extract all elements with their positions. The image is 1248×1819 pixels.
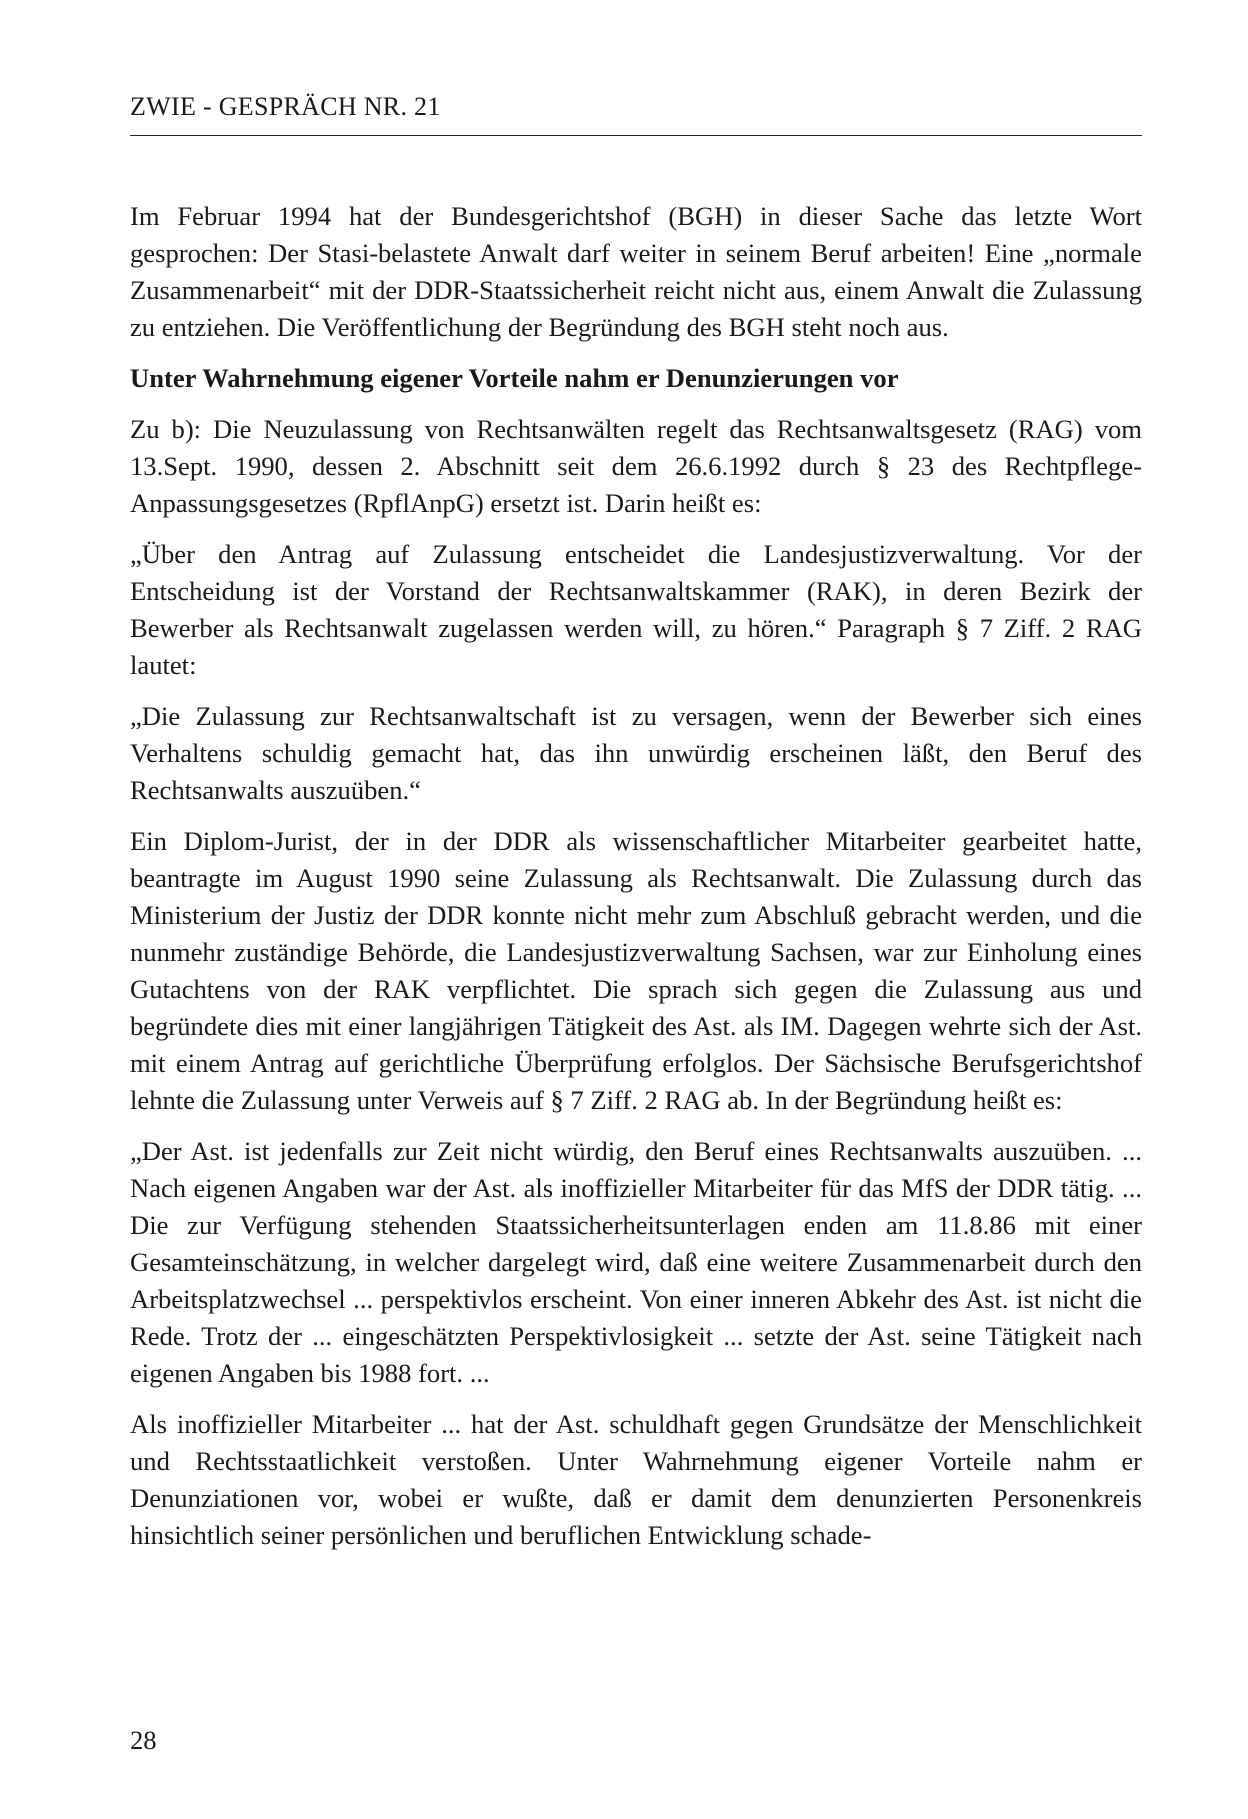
paragraph-case-description: Ein Diplom-Jurist, der in der DDR als wissenschaftlicher Mitarbeiter gearbeitet hatte, beantragte im August 1990 seine Zulassung als Rechtsanwalt. Die Zulassung durch das Ministerium der Justiz der DDR konnte nicht mehr zum Abschluß gebracht werden, und die nunmehr zuständige Behörde, die Landesjustizverwaltung Sachsen, war zur Einholung eines Gutachtens von der RAK verpflichtet. Die sprach sich gegen die Zulassung aus und begründete dies mit einer langjährigen Tätigkeit des Ast. als IM. Dagegen wehrte sich der Ast. mit einem Antrag auf gerichtliche Überprüfung erfolglos. Der Sächsische Berufsgerichtshof lehnte die Zulassung unter Verweis auf § 7 Ziff. 2 RAG ab. In der Begründung heißt es: <box>130 826 1142 1115</box>
header-divider <box>130 135 1142 136</box>
paragraph-im-conduct: Als inoffizieller Mitarbeiter ... hat der Ast. schuldhaft gegen Grundsätze der Menschlichkeit und Rechtsstaatlichkeit verstoßen. Unter Wahrnehmung eigener Vorteile nahm er Denunziationen vor, wobei er wußte, daß er damit dem denunzierten Personenkreis hinsichtlich seiner persönlichen und beruflichen Entwicklung schade- <box>130 1409 1142 1550</box>
article-body <box>130 198 1142 1554</box>
paragraph-rag-intro: Zu b): Die Neuzulassung von Rechtsanwälten regelt das Rechtsanwaltsgesetz (RAG) vom 13.Sept. 1990, dessen 2. Abschnitt seit dem 26.6.1992 durch § 23 des Rechtpflege-Anpassungsgesetzes (RpflAnpG) ersetzt ist. Darin heißt es: <box>130 414 1142 518</box>
paragraph-court-reasoning: „Der Ast. ist jedenfalls zur Zeit nicht würdig, den Beruf eines Rechtsanwalts auszuüben. ... Nach eigenen Angaben war der Ast. als inoffizieller Mitarbeiter für das MfS der DDR tätig. ... Die zur Verfügung stehenden Staatssicherheitsunterlagen enden am 11.8.86 mit einer Gesamteinschätzung, in welcher dargelegt wird, daß eine weitere Zusammenarbeit durch den Arbeitsplatzwechsel ... perspektivlos erscheint. Von einer inneren Abkehr des Ast. ist nicht die Rede. Trotz der ... eingeschätzten Perspektivlosigkeit ... setzte der Ast. seine Tätigkeit nach eigenen Angaben bis 1988 fort. ... <box>130 1136 1142 1388</box>
section-subheading: Unter Wahrnehmung eigener Vorteile nahm er Denunzierungen vor <box>130 363 899 393</box>
paragraph-quote-versagen: „Die Zulassung zur Rechtsanwaltschaft ist zu versagen, wenn der Bewerber sich eines Verhaltens schuldig gemacht hat, das ihn unwürdig erscheinen läßt, den Beruf des Rechtsanwalts auszuüben.“ <box>130 701 1142 805</box>
running-header-title: ZWIE - GESPRÄCH NR. 21 <box>130 92 441 121</box>
paragraph-quote-zulassung: „Über den Antrag auf Zulassung entscheidet die Landesjustizverwaltung. Vor der Entscheidung ist der Vorstand der Rechtsanwaltskammer (RAK), in deren Bezirk der Bewerber als Rechtsanwalt zugelassen werden will, zu hören.“ Paragraph § 7 Ziff. 2 RAG lautet: <box>130 539 1142 680</box>
page-number: 28 <box>130 1725 157 1755</box>
paragraph-bgh-decision: Im Februar 1994 hat der Bundesgerichtshof (BGH) in dieser Sache das letzte Wort gesprochen: Der Stasi-belastete Anwalt darf weiter in seinem Beruf arbeiten! Eine „normale Zusammenarbeit“ mit der DDR-Staatssicherheit reicht nicht aus, einem Anwalt die Zulassung zu entziehen. Die Veröffentlichung der Begründung des BGH steht noch aus. <box>130 201 1142 342</box>
